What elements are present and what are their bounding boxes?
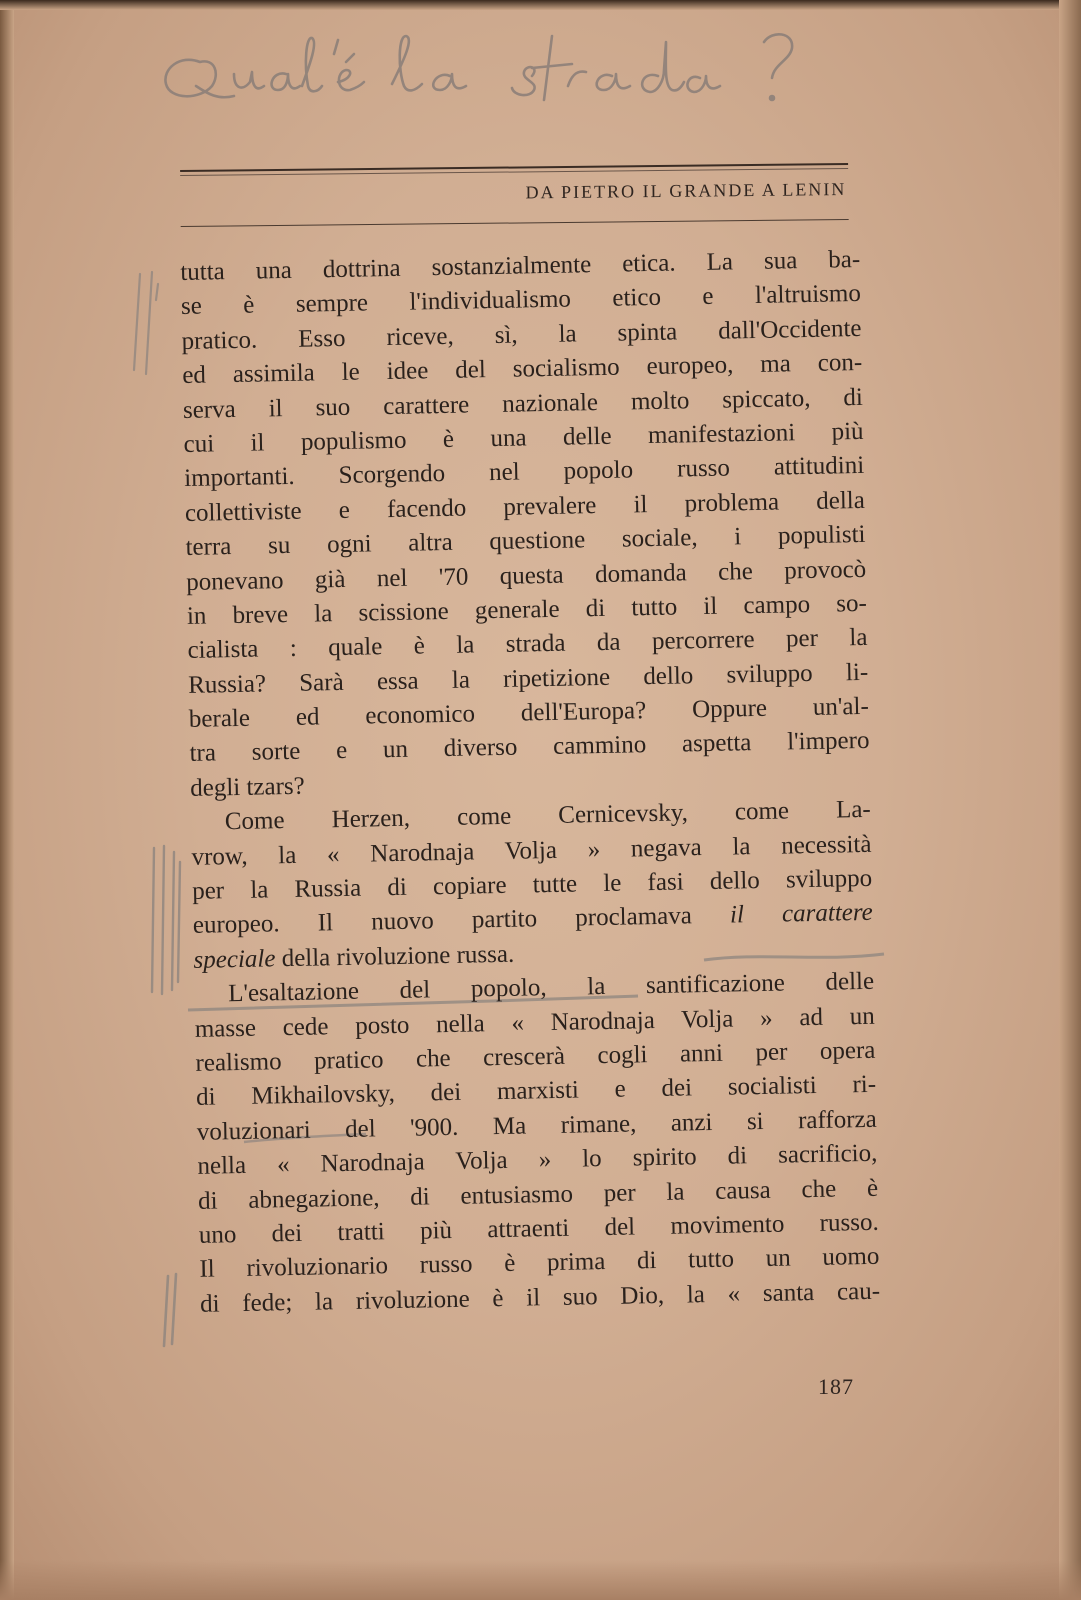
paragraph-2	[191, 793, 874, 978]
page-edge-bottom	[0, 1560, 1081, 1600]
margin-mark-middle	[144, 842, 188, 1002]
text-line: terra su ogni altra questione sociale, i populisti	[185, 521, 866, 562]
paragraph-3	[194, 965, 880, 1322]
text-line: in breve la scissione generale di tutto il campo so-	[186, 589, 868, 630]
text-line: importanti. Scorgendo nel popolo russo attitudini	[184, 452, 865, 493]
body-text	[180, 243, 880, 1322]
text-line: Russia? Sarà essa la ripetizione dello sviluppo li-	[187, 658, 869, 699]
page-edge-left	[0, 0, 14, 1600]
margin-mark-top	[128, 270, 168, 380]
text-line: nella « Narodnaja Volja » lo spirito di sacrificio,	[197, 1139, 878, 1180]
italic-phrase: speciale	[193, 945, 276, 974]
text-line: per la Russia di copiare tutte le fasi dello sviluppo	[191, 864, 873, 905]
header-rule-bottom	[181, 219, 849, 227]
text-line: L'esaltazione del popolo, la santificazione delle	[227, 968, 875, 1008]
text-line: di abnegazione, di entusiasmo per la causa che è	[197, 1174, 879, 1215]
margin-mark-bottom	[156, 1272, 186, 1352]
text-line: di fede; la rivoluzione è il suo Dio, la « santa cau-	[199, 1277, 881, 1318]
text-segment: della rivoluzione russa.	[275, 940, 515, 973]
text-line: cui il populismo è una delle manifestazioni più	[183, 417, 864, 458]
text-line: cialista : quale è la strada da percorrere per la	[187, 624, 868, 665]
text-line: di Mikhailovsky, dei marxisti e dei socialisti ri-	[195, 1071, 877, 1112]
text-line: ponevano già nel '70 questa domanda che provocò	[185, 555, 867, 596]
text-line: voluzionari del '900. Ma rimane, anzi si rafforza	[196, 1105, 877, 1146]
text-line: collettiviste e facendo prevalere il problema della	[184, 486, 866, 527]
page-edge-top	[0, 0, 1081, 10]
text-line: pratico. Esso riceve, sì, la spinta dall'Occidente	[181, 314, 862, 355]
text-line: uno dei tratti più attraenti del movimento russo.	[198, 1208, 879, 1249]
italic-phrase: il carattere	[729, 899, 874, 929]
text-segment: europeo. Il nuovo partito proclamava	[192, 901, 731, 940]
text-line: se è sempre l'individualismo etico e l'altruismo	[180, 280, 862, 321]
page-number: 187	[818, 1374, 854, 1399]
page-edge-right	[1059, 0, 1081, 1600]
text-line: ed assimila le idee del socialismo europeo, ma con-	[182, 349, 863, 390]
text-line: vrow, la « Narodnaja Volja » negava la necessità	[191, 830, 872, 871]
text-line: berale ed economico dell'Europa? Oppure un'al-	[188, 692, 870, 733]
handwritten-note	[160, 24, 860, 114]
running-header	[180, 153, 849, 240]
text-line: degli tzars?	[189, 772, 305, 802]
header-title: DA PIETRO IL GRANDE A LENIN	[525, 179, 847, 203]
text-line: tra sorte e un diverso cammino aspetta l'impero	[189, 727, 870, 768]
text-line: realismo pratico che crescerà cogli anni per opera	[195, 1036, 876, 1077]
text-line: masse cede posto nella « Narodnaja Volja » ad un	[194, 1002, 875, 1043]
paragraph-1	[180, 243, 870, 806]
text-line: tutta una dottrina sostanzialmente etica. La sua ba-	[180, 245, 861, 286]
text-line: Come Herzen, come Cernicevsky, come La-	[224, 796, 872, 836]
text-line: Il rivoluzionario russo è prima di tutto un uomo	[199, 1243, 880, 1284]
text-line: serva il suo carattere nazionale molto spiccato, di	[182, 383, 864, 424]
